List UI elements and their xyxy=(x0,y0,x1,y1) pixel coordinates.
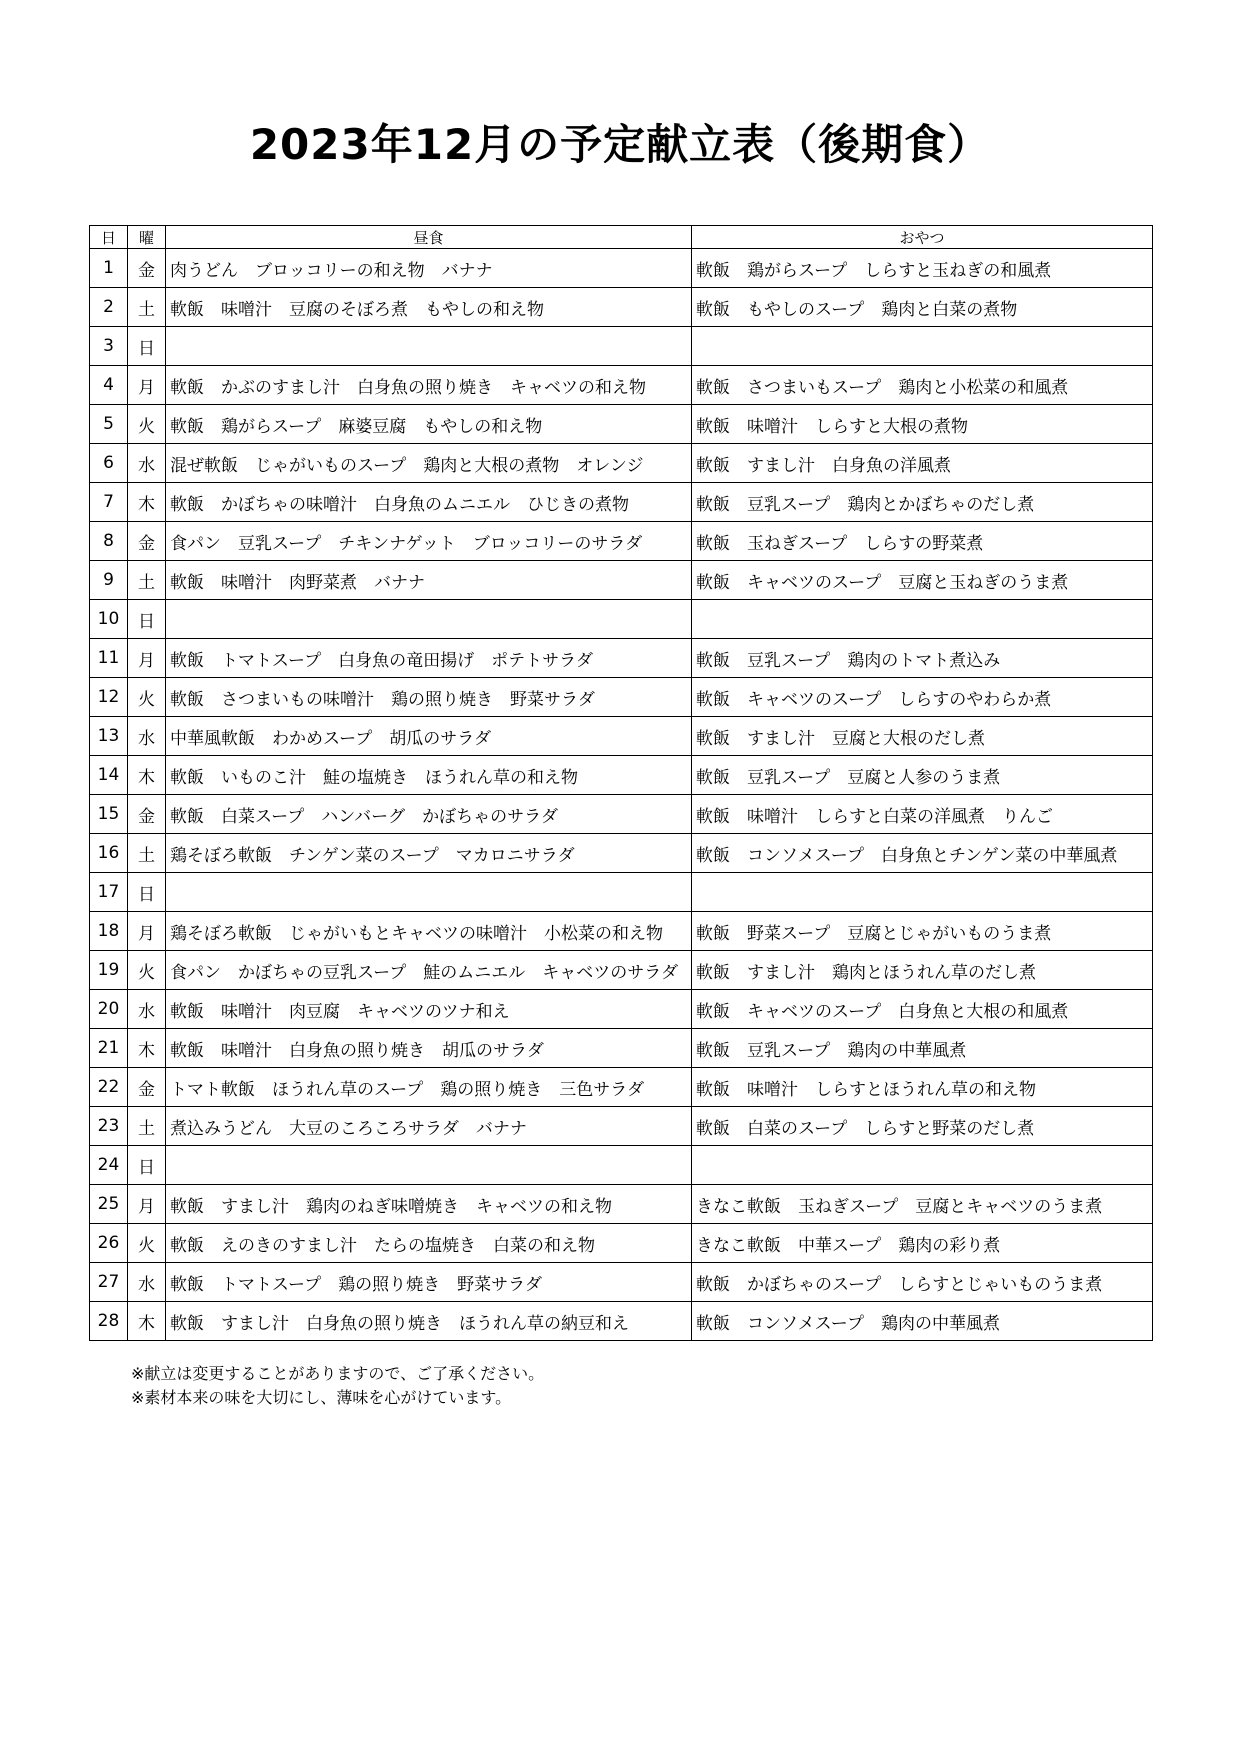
lunch-cell: 混ぜ軟飯 じゃがいものスープ 鶏肉と大根の煮物 オレンジ xyxy=(166,444,692,483)
snack-cell: 軟飯 もやしのスープ 鶏肉と白菜の煮物 xyxy=(692,288,1153,327)
lunch-cell: 軟飯 かぶのすまし汁 白身魚の照り焼き キャベツの和え物 xyxy=(166,366,692,405)
table-body xyxy=(90,249,1153,1341)
table-row xyxy=(90,1068,1153,1107)
snack-cell: 軟飯 コンソメスープ 白身魚とチンゲン菜の中華風煮 xyxy=(692,834,1153,873)
day-cell: 20 xyxy=(90,990,128,1029)
snack-cell: 軟飯 コンソメスープ 鶏肉の中華風煮 xyxy=(692,1302,1153,1341)
day-of-week-cell: 日 xyxy=(128,873,166,912)
lunch-cell: 軟飯 さつまいもの味噌汁 鶏の照り焼き 野菜サラダ xyxy=(166,678,692,717)
snack-cell: 軟飯 すまし汁 白身魚の洋風煮 xyxy=(692,444,1153,483)
snack-cell: 軟飯 キャベツのスープ 豆腐と玉ねぎのうま煮 xyxy=(692,561,1153,600)
day-cell: 27 xyxy=(90,1263,128,1302)
lunch-cell xyxy=(166,873,692,912)
table-row xyxy=(90,522,1153,561)
day-cell: 28 xyxy=(90,1302,128,1341)
header-day: 日 xyxy=(90,226,128,249)
day-cell: 14 xyxy=(90,756,128,795)
notes xyxy=(131,1362,544,1410)
day-cell: 3 xyxy=(90,327,128,366)
snack-cell: 軟飯 豆乳スープ 鶏肉のトマト煮込み xyxy=(692,639,1153,678)
table-row xyxy=(90,366,1153,405)
day-cell: 5 xyxy=(90,405,128,444)
day-cell: 23 xyxy=(90,1107,128,1146)
day-cell: 24 xyxy=(90,1146,128,1185)
day-cell: 26 xyxy=(90,1224,128,1263)
lunch-cell xyxy=(166,327,692,366)
lunch-cell: 軟飯 味噌汁 肉野菜煮 バナナ xyxy=(166,561,692,600)
day-of-week-cell: 月 xyxy=(128,639,166,678)
day-of-week-cell: 水 xyxy=(128,444,166,483)
lunch-cell xyxy=(166,600,692,639)
day-of-week-cell: 月 xyxy=(128,366,166,405)
table-row xyxy=(90,951,1153,990)
snack-cell: 軟飯 味噌汁 しらすと白菜の洋風煮 りんご xyxy=(692,795,1153,834)
lunch-cell: 肉うどん ブロッコリーの和え物 バナナ xyxy=(166,249,692,288)
note-line: ※素材本来の味を大切にし、薄味を心がけています。 xyxy=(131,1388,512,1407)
day-of-week-cell: 金 xyxy=(128,1068,166,1107)
table-row xyxy=(90,678,1153,717)
day-of-week-cell: 土 xyxy=(128,1107,166,1146)
day-cell: 11 xyxy=(90,639,128,678)
lunch-cell: 軟飯 味噌汁 白身魚の照り焼き 胡瓜のサラダ xyxy=(166,1029,692,1068)
table-row xyxy=(90,405,1153,444)
lunch-cell: 軟飯 トマトスープ 鶏の照り焼き 野菜サラダ xyxy=(166,1263,692,1302)
lunch-cell: 軟飯 味噌汁 豆腐のそぼろ煮 もやしの和え物 xyxy=(166,288,692,327)
table-row xyxy=(90,483,1153,522)
table-row xyxy=(90,1302,1153,1341)
snack-cell: 軟飯 味噌汁 しらすとほうれん草の和え物 xyxy=(692,1068,1153,1107)
day-cell: 4 xyxy=(90,366,128,405)
lunch-cell: 軟飯 えのきのすまし汁 たらの塩焼き 白菜の和え物 xyxy=(166,1224,692,1263)
day-of-week-cell: 火 xyxy=(128,1224,166,1263)
snack-cell: 軟飯 かぼちゃのスープ しらすとじゃいものうま煮 xyxy=(692,1263,1153,1302)
day-of-week-cell: 木 xyxy=(128,1029,166,1068)
snack-cell: きなこ軟飯 中華スープ 鶏肉の彩り煮 xyxy=(692,1224,1153,1263)
lunch-cell: 軟飯 いものこ汁 鮭の塩焼き ほうれん草の和え物 xyxy=(166,756,692,795)
table-row xyxy=(90,327,1153,366)
day-of-week-cell: 火 xyxy=(128,678,166,717)
day-cell: 2 xyxy=(90,288,128,327)
day-of-week-cell: 水 xyxy=(128,1263,166,1302)
page-title: 2023年12月の予定献立表（後期食） xyxy=(249,120,991,169)
day-cell: 21 xyxy=(90,1029,128,1068)
header-day-of-week: 曜 xyxy=(128,226,166,249)
day-cell: 18 xyxy=(90,912,128,951)
day-cell: 22 xyxy=(90,1068,128,1107)
day-of-week-cell: 土 xyxy=(128,561,166,600)
day-cell: 1 xyxy=(90,249,128,288)
table-row xyxy=(90,1146,1153,1185)
snack-cell: 軟飯 白菜のスープ しらすと野菜のだし煮 xyxy=(692,1107,1153,1146)
snack-cell: 軟飯 鶏がらスープ しらすと玉ねぎの和風煮 xyxy=(692,249,1153,288)
day-cell: 19 xyxy=(90,951,128,990)
snack-cell: 軟飯 豆乳スープ 鶏肉とかぼちゃのだし煮 xyxy=(692,483,1153,522)
day-of-week-cell: 金 xyxy=(128,795,166,834)
day-of-week-cell: 日 xyxy=(128,1146,166,1185)
lunch-cell: 食パン 豆乳スープ チキンナゲット ブロッコリーのサラダ xyxy=(166,522,692,561)
table-row xyxy=(90,288,1153,327)
snack-cell: 軟飯 味噌汁 しらすと大根の煮物 xyxy=(692,405,1153,444)
snack-cell xyxy=(692,327,1153,366)
day-of-week-cell: 日 xyxy=(128,327,166,366)
day-of-week-cell: 水 xyxy=(128,990,166,1029)
snack-cell: 軟飯 豆乳スープ 鶏肉の中華風煮 xyxy=(692,1029,1153,1068)
lunch-cell: 軟飯 味噌汁 肉豆腐 キャベツのツナ和え xyxy=(166,990,692,1029)
table-row xyxy=(90,249,1153,288)
day-of-week-cell: 金 xyxy=(128,249,166,288)
table-header-row xyxy=(90,226,1153,249)
note-line: ※献立は変更することがありますので、ご了承ください。 xyxy=(131,1364,545,1383)
day-of-week-cell: 水 xyxy=(128,717,166,756)
snack-cell: 軟飯 すまし汁 鶏肉とほうれん草のだし煮 xyxy=(692,951,1153,990)
day-cell: 25 xyxy=(90,1185,128,1224)
table-row xyxy=(90,990,1153,1029)
table-row xyxy=(90,873,1153,912)
day-of-week-cell: 土 xyxy=(128,288,166,327)
day-of-week-cell: 月 xyxy=(128,912,166,951)
day-cell: 12 xyxy=(90,678,128,717)
day-cell: 13 xyxy=(90,717,128,756)
menu-table xyxy=(89,225,1153,1341)
lunch-cell xyxy=(166,1146,692,1185)
day-cell: 8 xyxy=(90,522,128,561)
snack-cell: 軟飯 さつまいもスープ 鶏肉と小松菜の和風煮 xyxy=(692,366,1153,405)
table-row xyxy=(90,834,1153,873)
table-row xyxy=(90,1029,1153,1068)
day-of-week-cell: 火 xyxy=(128,951,166,990)
day-of-week-cell: 月 xyxy=(128,1185,166,1224)
header-lunch: 昼食 xyxy=(166,226,692,249)
lunch-cell: 中華風軟飯 わかめスープ 胡瓜のサラダ xyxy=(166,717,692,756)
lunch-cell: 軟飯 トマトスープ 白身魚の竜田揚げ ポテトサラダ xyxy=(166,639,692,678)
table-row xyxy=(90,1185,1153,1224)
table-row xyxy=(90,912,1153,951)
snack-cell xyxy=(692,600,1153,639)
day-cell: 6 xyxy=(90,444,128,483)
table-row xyxy=(90,600,1153,639)
table-row xyxy=(90,1263,1153,1302)
lunch-cell: トマト軟飯 ほうれん草のスープ 鶏の照り焼き 三色サラダ xyxy=(166,1068,692,1107)
table-row xyxy=(90,795,1153,834)
snack-cell: きなこ軟飯 玉ねぎスープ 豆腐とキャベツのうま煮 xyxy=(692,1185,1153,1224)
day-cell: 9 xyxy=(90,561,128,600)
snack-cell: 軟飯 すまし汁 豆腐と大根のだし煮 xyxy=(692,717,1153,756)
lunch-cell: 鶏そぼろ軟飯 チンゲン菜のスープ マカロニサラダ xyxy=(166,834,692,873)
table-row xyxy=(90,561,1153,600)
lunch-cell: 食パン かぼちゃの豆乳スープ 鮭のムニエル キャベツのサラダ xyxy=(166,951,692,990)
table-row xyxy=(90,639,1153,678)
snack-cell xyxy=(692,1146,1153,1185)
day-cell: 10 xyxy=(90,600,128,639)
table-row xyxy=(90,756,1153,795)
table-row xyxy=(90,1107,1153,1146)
day-of-week-cell: 木 xyxy=(128,756,166,795)
table-row xyxy=(90,1224,1153,1263)
snack-cell: 軟飯 玉ねぎスープ しらすの野菜煮 xyxy=(692,522,1153,561)
snack-cell: 軟飯 キャベツのスープ 白身魚と大根の和風煮 xyxy=(692,990,1153,1029)
lunch-cell: 軟飯 かぼちゃの味噌汁 白身魚のムニエル ひじきの煮物 xyxy=(166,483,692,522)
table-row xyxy=(90,444,1153,483)
day-cell: 16 xyxy=(90,834,128,873)
lunch-cell: 軟飯 白菜スープ ハンバーグ かぼちゃのサラダ xyxy=(166,795,692,834)
header-snack: おやつ xyxy=(692,226,1153,249)
snack-cell: 軟飯 野菜スープ 豆腐とじゃがいものうま煮 xyxy=(692,912,1153,951)
lunch-cell: 軟飯 すまし汁 白身魚の照り焼き ほうれん草の納豆和え xyxy=(166,1302,692,1341)
lunch-cell: 軟飯 すまし汁 鶏肉のねぎ味噌焼き キャベツの和え物 xyxy=(166,1185,692,1224)
snack-cell: 軟飯 豆乳スープ 豆腐と人参のうま煮 xyxy=(692,756,1153,795)
lunch-cell: 煮込みうどん 大豆のころころサラダ バナナ xyxy=(166,1107,692,1146)
snack-cell: 軟飯 キャベツのスープ しらすのやわらか煮 xyxy=(692,678,1153,717)
day-cell: 15 xyxy=(90,795,128,834)
day-of-week-cell: 火 xyxy=(128,405,166,444)
day-of-week-cell: 日 xyxy=(128,600,166,639)
day-of-week-cell: 木 xyxy=(128,1302,166,1341)
day-of-week-cell: 土 xyxy=(128,834,166,873)
day-of-week-cell: 木 xyxy=(128,483,166,522)
lunch-cell: 軟飯 鶏がらスープ 麻婆豆腐 もやしの和え物 xyxy=(166,405,692,444)
day-of-week-cell: 金 xyxy=(128,522,166,561)
table-row xyxy=(90,717,1153,756)
day-cell: 7 xyxy=(90,483,128,522)
lunch-cell: 鶏そぼろ軟飯 じゃがいもとキャベツの味噌汁 小松菜の和え物 xyxy=(166,912,692,951)
day-cell: 17 xyxy=(90,873,128,912)
snack-cell xyxy=(692,873,1153,912)
